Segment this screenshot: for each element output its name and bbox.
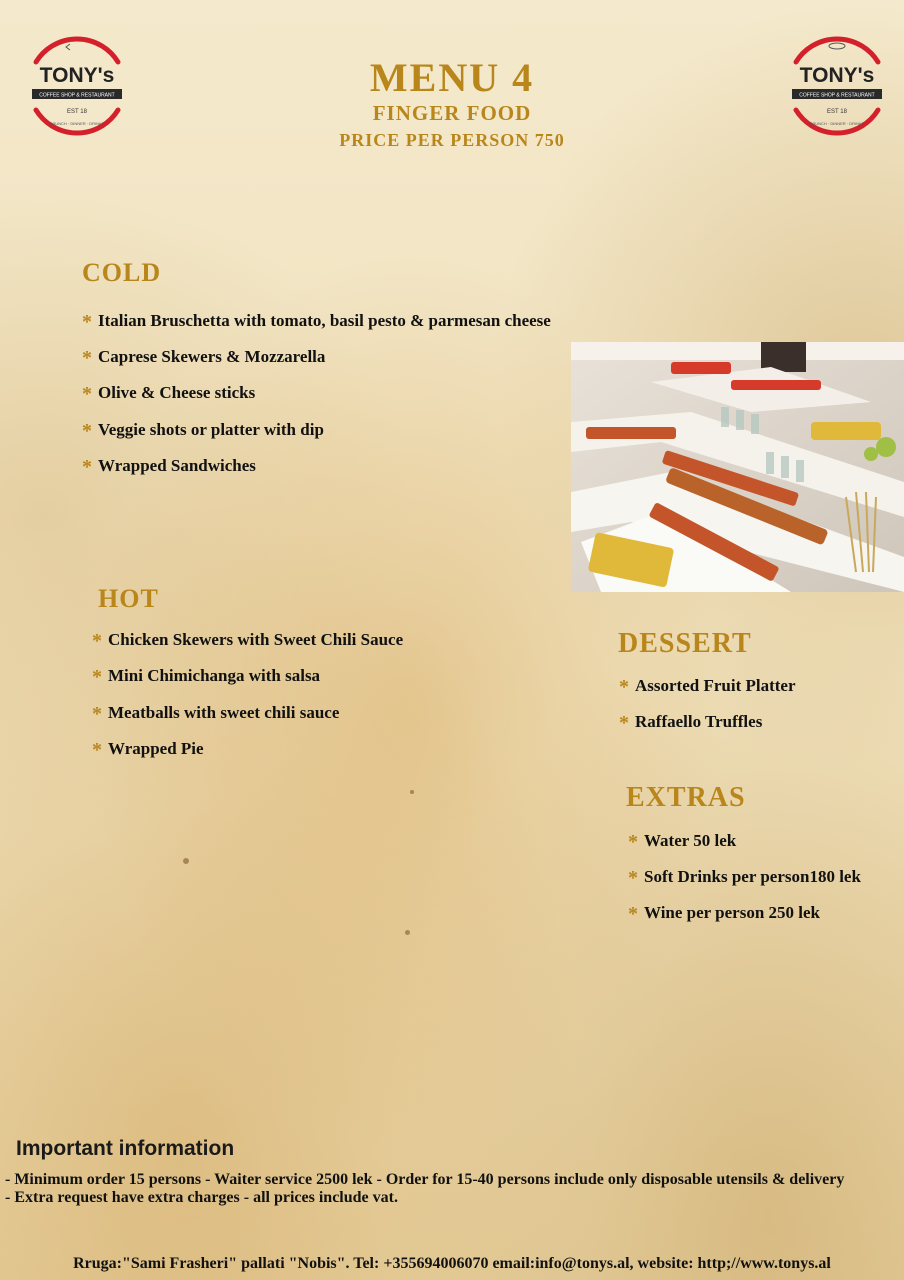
finger-food-photo	[571, 342, 904, 592]
dessert-item: * Assorted Fruit Platter	[619, 676, 796, 698]
dessert-section-title: DESSERT	[618, 628, 752, 659]
bullet-star: *	[82, 311, 92, 333]
bullet-star: *	[92, 666, 102, 688]
contact-footer: Rruga:"Sami Frasheri" pallati "Nobis". Tel: +355694006070 email:info@tonys.al, website: http;//www.tonys.al	[73, 1255, 831, 1272]
menu-subtitle: FINGER FOOD	[372, 101, 532, 125]
paper-speck	[405, 930, 410, 935]
logo-ring-text: BRUNCH · DINNER · DRINKS	[809, 121, 865, 126]
bullet-star: *	[92, 703, 102, 725]
extras-item: * Soft Drinks per person180 lek	[628, 867, 861, 889]
hot-section-title: HOT	[98, 584, 159, 613]
bullet-star: *	[628, 867, 638, 889]
logo-est: EST 18	[67, 109, 87, 115]
logo-name: TONY's	[39, 64, 115, 87]
logo-tagline: COFFEE SHOP & RESTAURANT	[799, 92, 875, 99]
cold-section-title: COLD	[82, 258, 162, 287]
extras-section-title: EXTRAS	[626, 782, 746, 813]
paper-speck	[183, 858, 189, 864]
hot-item: * Mini Chimichanga with salsa	[92, 666, 321, 688]
menu-title: MENU 4	[369, 55, 535, 100]
cold-item: * Wrapped Sandwiches	[82, 456, 256, 478]
bullet-star: *	[82, 347, 92, 369]
bullet-star: *	[82, 456, 92, 478]
paper-speck	[410, 790, 414, 794]
hot-item: * Wrapped Pie	[92, 739, 204, 761]
bullet-star: *	[628, 831, 638, 853]
logo-tagline: COFFEE SHOP & RESTAURANT	[39, 92, 115, 99]
bullet-star: *	[92, 739, 102, 761]
info-line-1: - Minimum order 15 persons - Waiter service 2500 lek - Order for 15-40 persons include only disposable utensils & delivery	[5, 1171, 845, 1188]
cold-item: * Olive & Cheese sticks	[82, 383, 256, 405]
cold-item: * Veggie shots or platter with dip	[82, 420, 324, 442]
logo-est: EST 18	[827, 109, 847, 115]
buffet-image	[571, 342, 904, 592]
info-line-2: - Extra request have extra charges - all prices include vat.	[5, 1189, 398, 1206]
extras-item: * Wine per person 250 lek	[628, 903, 820, 925]
bullet-star: *	[619, 676, 629, 698]
bullet-star: *	[619, 712, 629, 734]
cold-item: * Caprese Skewers & Mozzarella	[82, 347, 326, 369]
logo-ring-text: BRUNCH · DINNER · DRINKS	[49, 121, 105, 126]
logo-name: TONY's	[799, 64, 875, 87]
cold-item: * Italian Bruschetta with tomato, basil pesto & parmesan cheese	[82, 311, 551, 333]
price-per-person: PRICE PER PERSON 750	[339, 130, 565, 150]
important-info-title: Important information	[16, 1137, 235, 1160]
bullet-star: *	[92, 630, 102, 652]
hot-item: * Chicken Skewers with Sweet Chili Sauce	[92, 630, 404, 652]
bullet-star: *	[628, 903, 638, 925]
bullet-star: *	[82, 420, 92, 442]
hot-item: * Meatballs with sweet chili sauce	[92, 703, 340, 725]
dessert-item: * Raffaello Truffles	[619, 712, 763, 734]
extras-item: * Water 50 lek	[628, 831, 737, 853]
bullet-star: *	[82, 383, 92, 405]
